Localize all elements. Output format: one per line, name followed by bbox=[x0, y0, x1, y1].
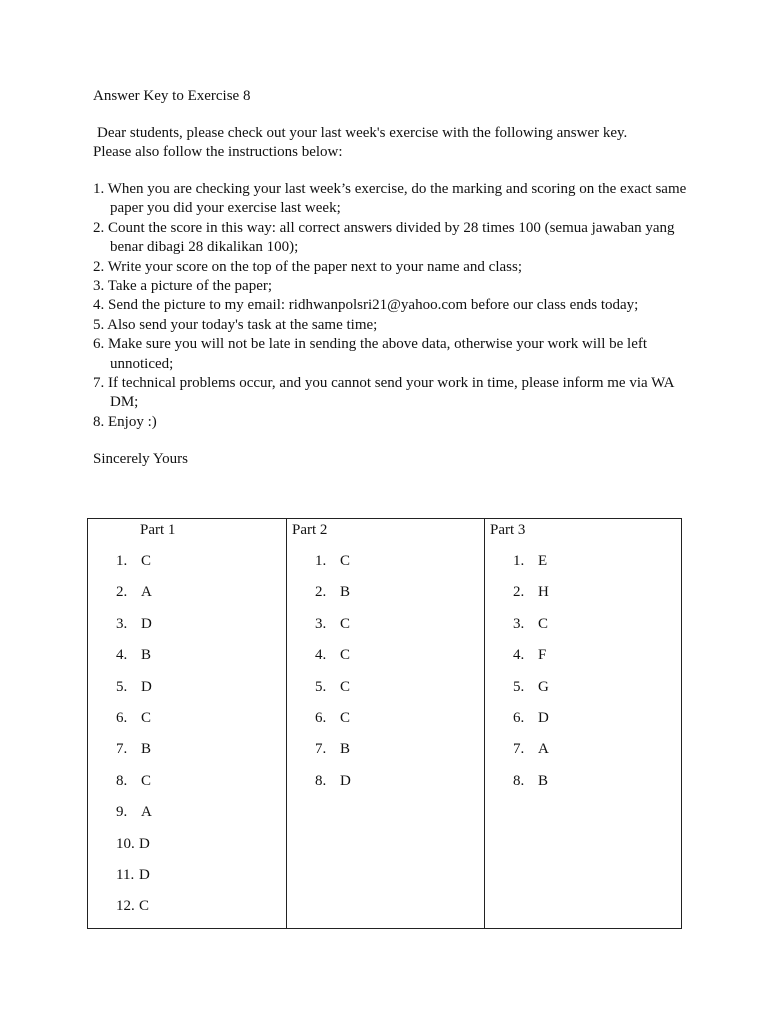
answer-letter: E bbox=[538, 553, 548, 569]
answer-row bbox=[116, 615, 152, 646]
answer-row bbox=[513, 552, 549, 583]
intro-line: Dear students, please check out your last week's exercise with the following answer key. bbox=[97, 125, 628, 141]
answer-row bbox=[116, 897, 152, 928]
question-number: 7. bbox=[513, 741, 525, 758]
question-number: 10. bbox=[116, 835, 135, 852]
instruction-item: 6. Make sure you will not be late in sending the above data, otherwise your work will be left unnoticed; bbox=[93, 336, 648, 372]
intro-line: Please also follow the instructions below: bbox=[93, 144, 343, 161]
answer-letter: C bbox=[340, 553, 351, 569]
answer-row bbox=[116, 803, 152, 834]
answer-row bbox=[116, 709, 152, 740]
question-number: 3. bbox=[116, 615, 128, 632]
answer-column-part-3 bbox=[484, 519, 681, 928]
answer-list bbox=[315, 552, 351, 803]
answer-row bbox=[116, 552, 152, 583]
answer-row bbox=[116, 646, 152, 677]
answer-list bbox=[513, 552, 549, 803]
question-number: 5. bbox=[315, 678, 327, 695]
question-number: 4. bbox=[513, 647, 525, 664]
instruction-item: 7. If technical problems occur, and you cannot send your work in time, please inform me via WA DM; bbox=[93, 375, 674, 411]
answer-letter: C bbox=[538, 615, 549, 632]
answer-letter: A bbox=[141, 804, 152, 821]
answer-row bbox=[513, 709, 549, 740]
answer-key-table bbox=[87, 518, 682, 929]
answer-letter: D bbox=[139, 835, 150, 852]
instruction-item: 2. Count the score in this way: all correct answers divided by 28 times 100 (semua jawaban yang benar dibagi 28 dikalikan 100); bbox=[93, 219, 675, 256]
instructions-list bbox=[93, 180, 693, 432]
answer-row bbox=[315, 615, 351, 646]
answer-letter: C bbox=[340, 615, 351, 632]
answer-letter: B bbox=[141, 647, 152, 664]
question-number: 5. bbox=[116, 678, 128, 695]
answer-row bbox=[315, 709, 351, 740]
answer-letter: C bbox=[141, 709, 152, 726]
question-number: 11. bbox=[116, 866, 135, 883]
answer-letter: C bbox=[139, 898, 150, 915]
instruction-item: 4. Send the picture to my email: ridhwanpolsri21@yahoo.com before our class ends today; bbox=[93, 297, 639, 314]
question-number: 6. bbox=[315, 709, 327, 726]
answer-column-part-2 bbox=[286, 519, 484, 928]
answer-letter: C bbox=[340, 647, 351, 664]
instruction-item: 1. When you are checking your last week’s exercise, do the marking and scoring on the exact same paper you did your exercise last week; bbox=[93, 181, 687, 217]
answer-letter: B bbox=[340, 741, 351, 758]
answer-row bbox=[315, 740, 351, 771]
question-number: 7. bbox=[116, 741, 128, 758]
document-title: Answer Key to Exercise 8 bbox=[93, 88, 251, 104]
answer-row bbox=[513, 772, 549, 803]
answer-row bbox=[315, 552, 351, 583]
answer-letter: D bbox=[538, 709, 549, 726]
answer-letter: F bbox=[538, 647, 547, 664]
answer-row bbox=[116, 835, 152, 866]
answer-letter: C bbox=[141, 553, 152, 569]
question-number: 3. bbox=[513, 615, 525, 632]
answer-row bbox=[116, 678, 152, 709]
instruction-item: 2. Write your score on the top of the paper next to your name and class; bbox=[93, 258, 522, 275]
column-header: Part 3 bbox=[490, 522, 526, 538]
question-number: 9. bbox=[116, 804, 128, 821]
answer-row bbox=[116, 740, 152, 771]
question-number: 5. bbox=[513, 678, 525, 695]
answer-row bbox=[315, 583, 351, 614]
answer-row bbox=[513, 615, 549, 646]
answer-letter: C bbox=[340, 709, 351, 726]
instruction-item: 5. Also send your today's task at the same time; bbox=[93, 316, 378, 333]
column-header: Part 2 bbox=[292, 522, 328, 538]
answer-letter: B bbox=[340, 584, 351, 601]
question-number: 4. bbox=[315, 647, 327, 664]
answer-letter: C bbox=[141, 772, 152, 789]
answer-letter: C bbox=[340, 678, 351, 695]
answer-letter: D bbox=[141, 615, 152, 632]
question-number: 1. bbox=[513, 553, 525, 569]
instruction-item: 8. Enjoy :) bbox=[93, 413, 157, 430]
answer-row bbox=[315, 646, 351, 677]
column-header: Part 1 bbox=[140, 522, 176, 538]
closing-line: Sincerely Yours bbox=[93, 451, 189, 467]
answer-row bbox=[513, 583, 549, 614]
answer-row bbox=[116, 583, 152, 614]
question-number: 1. bbox=[116, 553, 128, 569]
question-number: 2. bbox=[116, 584, 128, 601]
question-number: 2. bbox=[315, 584, 327, 601]
intro-paragraph bbox=[93, 124, 693, 163]
answer-column-part-1 bbox=[88, 519, 286, 928]
question-number: 8. bbox=[315, 772, 327, 789]
question-number: 8. bbox=[513, 772, 525, 789]
question-number: 3. bbox=[315, 615, 327, 632]
answer-list bbox=[116, 552, 152, 929]
question-number: 1. bbox=[315, 553, 327, 569]
question-number: 8. bbox=[116, 772, 128, 789]
answer-row bbox=[315, 678, 351, 709]
answer-row bbox=[513, 678, 549, 709]
answer-letter: G bbox=[538, 678, 549, 695]
answer-letter: D bbox=[340, 772, 351, 789]
answer-row bbox=[116, 772, 152, 803]
answer-letter: B bbox=[141, 741, 152, 758]
answer-letter: D bbox=[139, 866, 150, 883]
answer-letter: D bbox=[141, 678, 152, 695]
question-number: 4. bbox=[116, 647, 128, 664]
answer-letter: A bbox=[538, 741, 549, 758]
answer-letter: B bbox=[538, 772, 549, 789]
answer-row bbox=[116, 866, 152, 897]
question-number: 6. bbox=[513, 709, 525, 726]
answer-letter: H bbox=[538, 584, 549, 601]
instruction-item: 3. Take a picture of the paper; bbox=[93, 278, 273, 295]
answer-row bbox=[513, 646, 549, 677]
question-number: 7. bbox=[315, 741, 327, 758]
question-number: 6. bbox=[116, 709, 128, 726]
answer-row bbox=[315, 772, 351, 803]
answer-row bbox=[513, 740, 549, 771]
answer-letter: A bbox=[141, 584, 152, 601]
question-number: 2. bbox=[513, 584, 525, 601]
question-number: 12. bbox=[116, 898, 135, 915]
